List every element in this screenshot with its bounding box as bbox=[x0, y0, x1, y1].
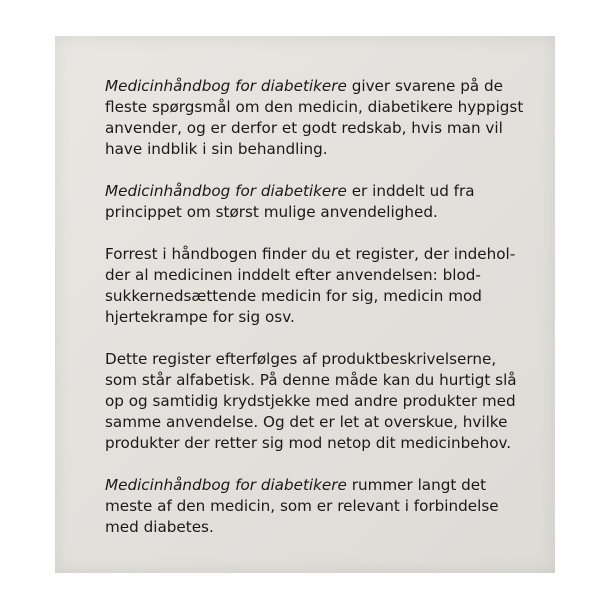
paragraph-text: rummer langt det meste af den medicin, som er relevant i forbindelse med diabetes. bbox=[105, 476, 499, 536]
paragraph-3 bbox=[105, 244, 545, 328]
paragraph-2 bbox=[105, 181, 545, 223]
paragraph-text: Forrest i håndbogen finder du et register, der indehol- der al medicinen inddelt efter anvendelsen: blod- sukkernedsættende medicin for sig, medicin mod hjertekrampe for sig osv. bbox=[105, 245, 516, 326]
book-title-italic: Medicinhåndbog for diabetikere bbox=[105, 77, 347, 95]
book-back-cover bbox=[55, 36, 555, 573]
paragraph-1 bbox=[105, 76, 545, 160]
paragraph-text: Dette register efterfølges af produktbeskrivelserne, som står alfabetisk. På denne måde kan du hurtigt slå op og samtidig krydstjekke med andre produkter med samme anvendelse. Og det er let at overskue, hvilke produkter der retter sig mod netop dit medicinbehov. bbox=[105, 350, 517, 452]
paragraph-text: giver svarene på de fleste spørgsmål om den medicin, diabetikere hyppigst anvender, og er derfor et godt redskab, hvis man vil have indblik i sin behandling. bbox=[105, 77, 524, 158]
paragraph-text: er inddelt ud fra princippet om størst mulige anvendelighed. bbox=[105, 182, 475, 221]
book-title-italic: Medicinhåndbog for diabetikere bbox=[105, 476, 347, 494]
book-title-italic: Medicinhåndbog for diabetikere bbox=[105, 182, 347, 200]
paragraph-5 bbox=[105, 475, 545, 538]
paragraph-4 bbox=[105, 349, 545, 454]
cover-text-block bbox=[105, 76, 545, 559]
